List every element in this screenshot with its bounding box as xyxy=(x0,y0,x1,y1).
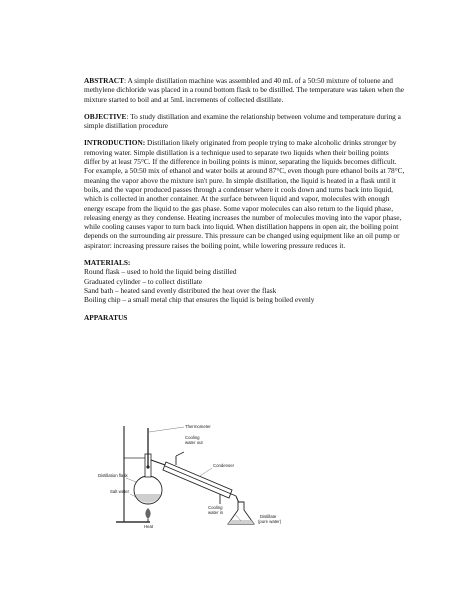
thermometer-label: Thermometer xyxy=(185,424,211,429)
cooling-in-label-1: Cooling xyxy=(208,505,223,510)
flame-icon xyxy=(145,508,150,519)
distillation-apparatus-diagram xyxy=(98,418,282,530)
document-body xyxy=(84,76,406,322)
materials-item: Round flask – used to hold the liquid being distilled xyxy=(84,267,237,277)
apparatus-heading: APPARATUS xyxy=(84,312,128,322)
introduction-heading: INTRODUCTION: xyxy=(84,138,146,148)
objective-paragraph xyxy=(84,112,406,131)
thermometer-leader xyxy=(149,427,184,432)
heat-label: Heat xyxy=(144,524,154,529)
abstract-paragraph xyxy=(84,76,406,104)
thermometer-bulb xyxy=(146,465,149,468)
cooling-out-label-2: water out xyxy=(185,440,203,445)
objective-heading: OBJECTIVE xyxy=(84,111,127,121)
cooling-out-label-1: Cooling xyxy=(185,435,200,440)
inner-tube xyxy=(165,466,236,496)
flask-leader xyxy=(126,478,136,482)
introduction-text: Distillation likely originated from people trying to make alcoholic drinks stronger by removing water. Simple distillation is a technique used to separate two liquids when their boiling points differ by at least 75°C. If the difference in boiling points is minor, separating the liquids becomes difficult. For example, a 50:50 mix of ethanol and water boils at around 87°C, even though pure ethanol boils at 78°C, meaning the vapor above the mixture isn't pure. In simple distillation, the liquid is heated in a flask until it boils, and the vapor produced passes through a condenser where it cools down and turns back into liquid, which is collected in another container. At the surface between liquid and vapor, molecules with enough energy escape from the liquid to the gas phase. Some vapor molecules can also return to the liquid phase, releasing energy as they condense. Heating increases the number of molecules moving into the vapor phase, while cooling causes vapor to turn back into liquid. When distillation happens in open air, the boiling point depends on the surrounding air pressure. This pressure can be changed using equipment like an oil pump or aspirator: increasing pressure raises the boiling point, while lowering pressure reduces it. xyxy=(84,138,405,250)
materials-section xyxy=(84,258,406,304)
distillate-label-1: Distillate xyxy=(260,514,277,519)
cooling-in-label-2: water in xyxy=(208,510,224,515)
materials-item: Sand bath – heated sand evenly distributed the heat over the flask xyxy=(84,285,277,295)
abstract-text: : A simple distillation machine was assembled and 40 mL of a 50:50 mixture of toluene and methylene dichloride was placed in a round bottom flask to be distilled. The temperature was taken when the mixture started to boil and at 5mL increments of collected distillate. xyxy=(84,76,405,104)
objective-text: : To study distillation and examine the relationship between volume and temperature during a simple distillation procedure xyxy=(84,111,401,131)
condenser-leader xyxy=(200,468,212,476)
distillate-label-2: (pure water) xyxy=(258,519,282,524)
materials-item: Boiling chip – a small metal chip that ensures the liquid is being boiled evenly xyxy=(84,295,315,305)
materials-item: Graduated cylinder – to collect distillate xyxy=(84,276,203,286)
distillate-liquid xyxy=(228,520,254,524)
abstract-heading: ABSTRACT xyxy=(84,76,124,85)
salt-water-liquid xyxy=(135,494,161,503)
introduction-paragraph xyxy=(84,138,406,250)
flask-label: Distillation flask xyxy=(98,473,128,478)
cooling-out-pointer xyxy=(176,452,184,456)
apparatus-svg xyxy=(98,418,282,530)
materials-heading: MATERIALS: xyxy=(84,258,131,268)
salt-water-label: Salt water xyxy=(110,489,130,494)
condenser-label: Condenser xyxy=(213,463,235,468)
